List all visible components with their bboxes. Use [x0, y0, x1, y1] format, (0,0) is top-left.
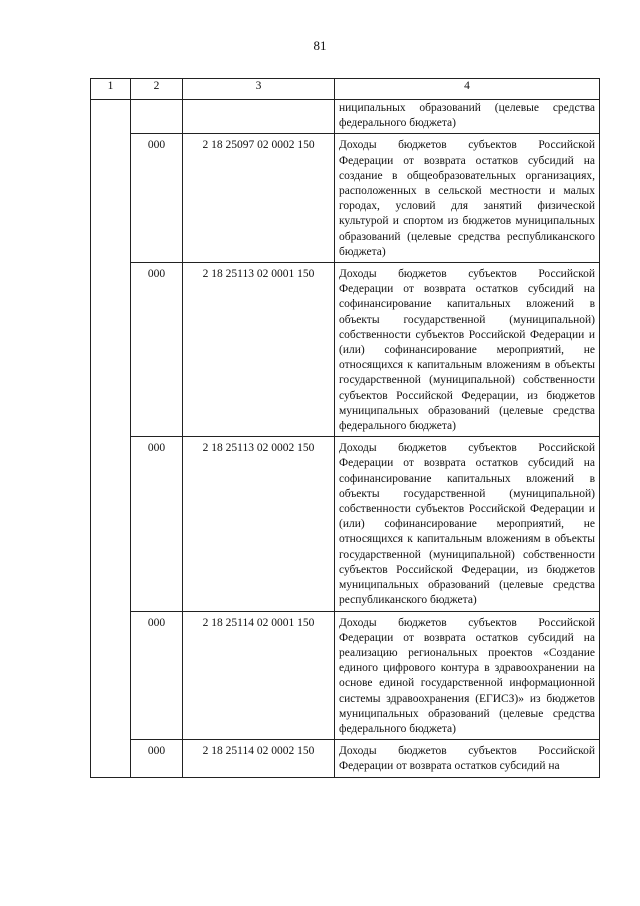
column-number-row — [91, 79, 600, 100]
table-row-continuation — [91, 100, 600, 134]
description-cell: Доходы бюджетов субъектов Российской Федерации от возврата остатков субсидий на софинансирование капитальных вложений в объекты государственной (муниципальной) собственности субъектов Российской Федерации и (или) софинансирование мероприятий, не относящихся к капитальным вложениям в объекты государственной (муниципальной) собственности субъектов Российской Федерации, из бюджетов муниципальных образований (целевые средства республиканского бюджета) — [335, 437, 600, 611]
budget-code-cell: 2 18 25114 02 0002 150 — [183, 740, 335, 777]
column-header-2: 2 — [131, 79, 183, 100]
table-row — [91, 437, 600, 611]
admin-code-cell: 000 — [131, 740, 183, 777]
table-row — [91, 263, 600, 437]
budget-code-cell: 2 18 25097 02 0002 150 — [183, 134, 335, 263]
column-header-4: 4 — [335, 79, 600, 100]
column-header-1: 1 — [91, 79, 131, 100]
description-cell: Доходы бюджетов субъектов Российской Федерации от возврата остатков субсидий на софинансирование капитальных вложений в объекты государственной (муниципальной) собственности субъектов Российской Федерации и (или) софинансирование мероприятий, не относящихся к капитальным вложениям в объекты государственной (муниципальной) собственности субъектов Российской Федерации, из бюджетов муниципальных образований (целевые средства федерального бюджета) — [335, 263, 600, 437]
table-row — [91, 611, 600, 740]
admin-code-cell: 000 — [131, 437, 183, 611]
budget-code-cell — [183, 100, 335, 134]
admin-code-cell — [131, 100, 183, 134]
budget-code-cell: 2 18 25114 02 0001 150 — [183, 611, 335, 740]
admin-code-cell: 000 — [131, 611, 183, 740]
admin-code-cell: 000 — [131, 263, 183, 437]
table-row — [91, 740, 600, 777]
budget-code-cell: 2 18 25113 02 0001 150 — [183, 263, 335, 437]
admin-code-cell: 000 — [131, 134, 183, 263]
description-cell: Доходы бюджетов субъектов Российской Федерации от возврата остатков субсидий на реализацию региональных проектов «Создание единого цифрового контура в здравоохранении на основе единой государственной информационной системы здравоохранения (ЕГИСЗ)» из бюджетов муниципальных образований (целевые средства федерального бюджета) — [335, 611, 600, 740]
table-row — [91, 134, 600, 263]
description-cell: ниципальных образований (целевые средства федерального бюджета) — [335, 100, 600, 134]
column-header-3: 3 — [183, 79, 335, 100]
budget-codes-table — [90, 78, 600, 778]
page-number: 81 — [313, 38, 327, 53]
description-cell: Доходы бюджетов субъектов Российской Федерации от возврата остатков субсидий на — [335, 740, 600, 777]
budget-code-cell: 2 18 25113 02 0002 150 — [183, 437, 335, 611]
column-1-merged-cell — [91, 100, 131, 778]
description-cell: Доходы бюджетов субъектов Российской Федерации от возврата остатков субсидий на создание в общеобразовательных организациях, расположенных в сельской местности и малых городах, условий для занятий физической культурой и спортом из бюджетов муниципальных образований (целевые средства республиканского бюджета) — [335, 134, 600, 263]
